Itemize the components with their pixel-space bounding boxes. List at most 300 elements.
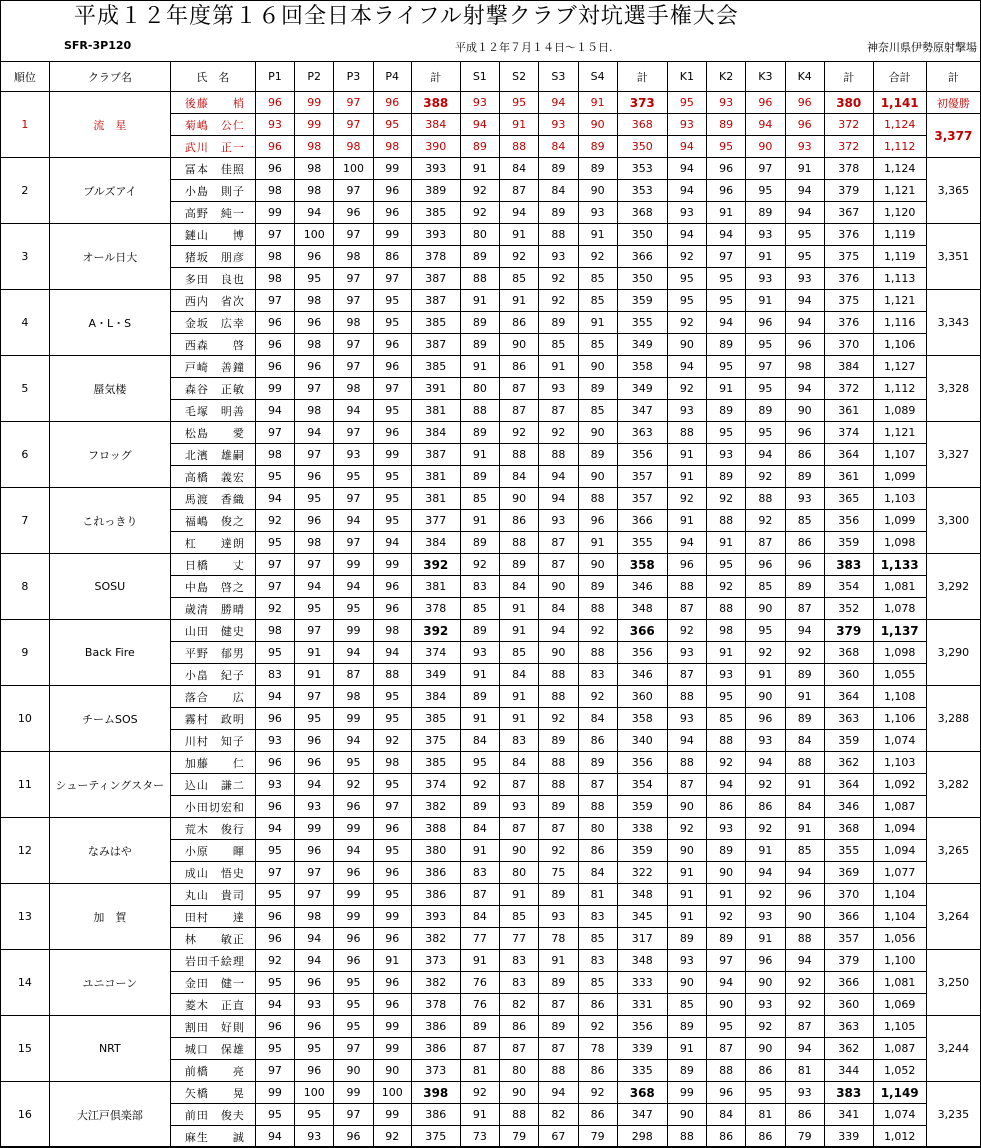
score-cell: 378 [411,598,460,620]
score-cell: 367 [824,202,873,224]
score-cell: 88 [578,796,617,818]
team-rank: 8 [1,554,50,620]
score-cell: 83 [499,972,538,994]
score-cell: 98 [373,136,411,158]
score-cell: 366 [824,906,873,928]
column-header: K2 [706,62,745,92]
score-cell: 95 [746,620,785,642]
score-cell: 94 [334,510,373,532]
table-row [1,488,981,510]
score-cell: 84 [539,598,578,620]
score-cell: 83 [499,730,538,752]
score-cell: 90 [334,1060,373,1082]
score-cell: 99 [334,708,373,730]
score-cell: 88 [499,136,538,158]
score-cell: 92 [746,466,785,488]
score-cell: 84 [785,730,824,752]
team-rank: 16 [1,1082,50,1148]
score-cell: 1,103 [873,488,926,510]
score-cell: 84 [785,796,824,818]
club-name: なみはや [49,818,170,884]
column-header: 氏 名 [170,62,255,92]
score-cell: 93 [667,708,706,730]
team-total: 3,290 [926,620,980,686]
score-cell: 86 [499,1016,538,1038]
score-cell: 99 [334,884,373,906]
score-cell: 95 [785,246,824,268]
score-cell: 356 [617,1016,667,1038]
score-cell: 92 [746,510,785,532]
score-cell: 391 [411,378,460,400]
score-cell: 92 [578,1016,617,1038]
score-cell: 89 [706,400,745,422]
score-cell: 89 [460,620,499,642]
score-cell: 85 [578,928,617,950]
score-cell: 84 [460,818,499,840]
score-cell: 93 [295,796,334,818]
score-cell: 89 [578,158,617,180]
score-cell: 87 [499,1038,538,1060]
score-cell: 392 [411,554,460,576]
score-cell: 360 [617,686,667,708]
score-cell: 98 [373,620,411,642]
score-cell: 366 [617,246,667,268]
club-name: NRT [49,1016,170,1082]
score-cell: 383 [824,554,873,576]
score-cell: 1,069 [873,994,926,1016]
score-cell: 1,112 [873,136,926,158]
score-cell: 86 [499,312,538,334]
score-cell: 77 [499,928,538,950]
score-cell: 1,081 [873,576,926,598]
score-cell: 87 [499,180,538,202]
score-cell: 91 [539,950,578,972]
team-rank: 6 [1,422,50,488]
score-cell: 93 [539,906,578,928]
score-cell: 1,105 [873,1016,926,1038]
score-cell: 89 [785,466,824,488]
score-cell: 96 [746,950,785,972]
score-cell: 386 [411,862,460,884]
score-cell: 80 [578,818,617,840]
score-cell: 380 [411,840,460,862]
column-header: P1 [255,62,294,92]
score-cell: 93 [706,92,745,114]
score-cell: 91 [667,884,706,906]
score-cell: 96 [373,180,411,202]
score-cell: 96 [334,1126,373,1148]
score-cell: 393 [411,224,460,246]
score-cell: 96 [706,1082,745,1104]
score-cell: 92 [539,268,578,290]
score-cell: 1,121 [873,422,926,444]
score-cell: 92 [373,1126,411,1148]
score-cell: 86 [706,796,745,818]
score-cell: 1,098 [873,642,926,664]
score-cell: 91 [667,906,706,928]
score-cell: 86 [499,510,538,532]
score-cell: 99 [334,620,373,642]
score-cell: 97 [373,796,411,818]
score-cell: 91 [499,224,538,246]
shooter-name: 平野 郁男 [170,642,255,664]
score-cell: 79 [499,1126,538,1148]
score-cell: 96 [255,92,294,114]
score-cell: 96 [373,202,411,224]
score-cell: 375 [824,246,873,268]
score-cell: 98 [334,246,373,268]
score-cell: 90 [578,422,617,444]
score-cell: 96 [334,928,373,950]
score-cell: 87 [539,400,578,422]
score-cell: 84 [460,730,499,752]
table-row [1,224,981,246]
score-cell: 96 [373,92,411,114]
shooter-name: 杠 達朗 [170,532,255,554]
score-cell: 90 [499,488,538,510]
score-cell: 87 [499,774,538,796]
score-cell: 80 [460,378,499,400]
score-cell: 96 [578,510,617,532]
score-cell: 81 [578,884,617,906]
score-cell: 95 [295,1104,334,1126]
table-row [1,620,981,642]
score-cell: 91 [460,664,499,686]
score-cell: 96 [255,752,294,774]
score-cell: 94 [667,136,706,158]
shooter-name: 武川 正一 [170,136,255,158]
score-cell: 91 [706,202,745,224]
score-cell: 88 [667,686,706,708]
score-cell: 89 [539,312,578,334]
score-cell: 93 [539,114,578,136]
score-cell: 365 [824,488,873,510]
score-cell: 94 [334,730,373,752]
score-cell: 89 [539,1016,578,1038]
score-cell: 94 [785,950,824,972]
score-cell: 95 [706,290,745,312]
score-cell: 95 [746,180,785,202]
score-cell: 91 [460,290,499,312]
score-cell: 87 [539,994,578,1016]
shooter-name: 戸崎 善鐘 [170,356,255,378]
score-cell: 384 [411,686,460,708]
score-cell: 95 [334,466,373,488]
score-cell: 393 [411,906,460,928]
score-cell: 98 [255,620,294,642]
score-cell: 90 [746,598,785,620]
score-cell: 96 [255,708,294,730]
score-cell: 1,141 [873,92,926,114]
score-cell: 100 [334,158,373,180]
score-cell: 95 [373,884,411,906]
score-cell: 356 [617,642,667,664]
score-cell: 94 [746,862,785,884]
score-cell: 85 [460,598,499,620]
score-cell: 91 [667,444,706,466]
score-cell: 96 [295,752,334,774]
score-cell: 92 [706,488,745,510]
score-cell: 85 [578,334,617,356]
score-cell: 94 [255,686,294,708]
score-cell: 78 [578,1038,617,1060]
score-cell: 84 [578,708,617,730]
score-cell: 90 [706,862,745,884]
score-cell: 100 [295,224,334,246]
score-cell: 96 [373,422,411,444]
score-cell: 99 [373,444,411,466]
score-cell: 97 [334,114,373,136]
score-cell: 359 [824,730,873,752]
score-cell: 95 [295,708,334,730]
score-cell: 85 [578,268,617,290]
score-cell: 98 [334,378,373,400]
score-cell: 355 [617,532,667,554]
score-cell: 387 [411,268,460,290]
score-cell: 94 [785,1038,824,1060]
score-cell: 94 [667,158,706,180]
score-cell: 92 [667,620,706,642]
score-cell: 89 [460,246,499,268]
score-cell: 92 [460,180,499,202]
score-cell: 96 [373,598,411,620]
score-cell: 95 [746,422,785,444]
score-cell: 97 [295,554,334,576]
score-cell: 95 [706,1016,745,1038]
score-cell: 92 [667,246,706,268]
score-cell: 89 [578,752,617,774]
score-cell: 89 [746,202,785,224]
team-rank: 9 [1,620,50,686]
score-cell: 96 [334,862,373,884]
score-cell: 89 [539,972,578,994]
score-cell: 95 [667,268,706,290]
score-cell: 377 [411,510,460,532]
score-cell: 90 [499,1082,538,1104]
event-date: 平成１２年７月１４日～１５日. [455,41,613,54]
score-cell: 89 [460,422,499,444]
team-rank: 2 [1,158,50,224]
score-cell: 81 [746,1104,785,1126]
score-cell: 94 [460,114,499,136]
score-cell: 97 [295,884,334,906]
score-cell: 84 [499,158,538,180]
score-cell: 92 [460,554,499,576]
column-header: S2 [499,62,538,92]
score-cell: 354 [824,576,873,598]
score-cell: 94 [499,202,538,224]
score-cell: 99 [295,114,334,136]
score-cell: 354 [617,774,667,796]
score-cell: 90 [746,972,785,994]
column-header: S3 [539,62,578,92]
score-cell: 98 [334,686,373,708]
score-cell: 88 [746,488,785,510]
score-cell: 96 [373,928,411,950]
score-cell: 1,098 [873,532,926,554]
score-cell: 99 [295,818,334,840]
score-cell: 87 [667,664,706,686]
score-cell: 384 [411,422,460,444]
score-cell: 85 [499,268,538,290]
team-rank: 11 [1,752,50,818]
score-cell: 1,120 [873,202,926,224]
shooter-name: 毛塚 明善 [170,400,255,422]
score-cell: 1,127 [873,356,926,378]
score-cell: 97 [255,1060,294,1082]
score-cell: 88 [539,686,578,708]
score-cell: 94 [746,444,785,466]
score-cell: 364 [824,774,873,796]
score-cell: 359 [617,840,667,862]
score-cell: 96 [334,796,373,818]
table-row [1,752,981,774]
score-cell: 398 [411,1082,460,1104]
score-cell: 374 [824,422,873,444]
club-name: これっきり [49,488,170,554]
score-cell: 90 [578,114,617,136]
table-row [1,92,981,114]
score-cell: 89 [499,554,538,576]
score-cell: 95 [255,884,294,906]
score-cell: 88 [667,576,706,598]
score-cell: 96 [706,180,745,202]
table-row [1,158,981,180]
score-cell: 97 [334,334,373,356]
score-cell: 92 [539,840,578,862]
score-cell: 94 [255,400,294,422]
score-cell: 93 [746,730,785,752]
score-cell: 89 [578,444,617,466]
column-header: クラブ名 [49,62,170,92]
score-cell: 91 [295,642,334,664]
score-cell: 89 [460,686,499,708]
score-cell: 95 [255,972,294,994]
score-cell: 92 [539,708,578,730]
score-cell: 91 [460,356,499,378]
score-cell: 92 [499,246,538,268]
score-cell: 1,056 [873,928,926,950]
score-cell: 95 [295,1038,334,1060]
score-cell: 89 [706,840,745,862]
score-cell: 91 [667,466,706,488]
score-cell: 91 [785,774,824,796]
score-cell: 376 [824,312,873,334]
score-cell: 96 [255,796,294,818]
score-cell: 99 [373,906,411,928]
score-cell: 1,099 [873,466,926,488]
score-cell: 86 [578,1104,617,1126]
shooter-name: 中島 啓之 [170,576,255,598]
score-cell: 95 [255,1104,294,1126]
shooter-name: 麻生 誠 [170,1126,255,1148]
score-cell: 1,107 [873,444,926,466]
score-cell: 360 [824,664,873,686]
score-cell: 1,055 [873,664,926,686]
score-cell: 97 [255,422,294,444]
score-cell: 90 [499,334,538,356]
score-cell: 1,094 [873,818,926,840]
score-cell: 96 [295,840,334,862]
score-cell: 87 [539,532,578,554]
score-cell: 84 [578,862,617,884]
score-cell: 379 [824,950,873,972]
score-cell: 91 [746,664,785,686]
shooter-name: 西内 省次 [170,290,255,312]
score-cell: 88 [578,642,617,664]
score-cell: 88 [539,774,578,796]
score-cell: 85 [460,488,499,510]
score-cell: 91 [667,862,706,884]
score-cell: 97 [334,180,373,202]
score-cell: 1,137 [873,620,926,642]
score-cell: 84 [460,906,499,928]
score-cell: 96 [255,906,294,928]
score-cell: 95 [706,686,745,708]
column-header: K3 [746,62,785,92]
score-cell: 86 [746,1060,785,1082]
score-cell: 378 [411,246,460,268]
score-cell: 98 [785,356,824,378]
score-cell: 89 [667,928,706,950]
score-cell: 93 [499,796,538,818]
score-cell: 90 [785,906,824,928]
score-cell: 87 [667,774,706,796]
score-cell: 85 [746,576,785,598]
score-cell: 89 [460,312,499,334]
score-cell: 341 [824,1104,873,1126]
shooter-name: 日橋 丈 [170,554,255,576]
score-cell: 91 [746,928,785,950]
score-cell: 90 [746,136,785,158]
team-rank: 5 [1,356,50,422]
score-cell: 348 [617,884,667,906]
score-cell: 1,104 [873,884,926,906]
score-cell: 98 [295,180,334,202]
score-cell: 95 [373,290,411,312]
score-cell: 90 [578,356,617,378]
score-cell: 363 [824,708,873,730]
score-cell: 88 [667,1126,706,1148]
score-cell: 92 [460,1082,499,1104]
score-cell: 87 [460,1038,499,1060]
score-cell: 92 [667,378,706,400]
score-cell: 95 [706,554,745,576]
score-cell: 89 [539,202,578,224]
shooter-name: 菊嶋 公仁 [170,114,255,136]
shooter-name: 歳清 勝晴 [170,598,255,620]
score-cell: 94 [255,488,294,510]
score-cell: 93 [255,114,294,136]
score-cell: 386 [411,1038,460,1060]
score-cell: 97 [746,158,785,180]
score-cell: 88 [667,422,706,444]
score-cell: 93 [785,488,824,510]
score-cell: 93 [667,642,706,664]
shooter-name: 山田 健史 [170,620,255,642]
score-cell: 99 [334,1082,373,1104]
score-cell: 94 [785,620,824,642]
column-header: 計 [411,62,460,92]
score-cell: 356 [824,510,873,532]
score-cell: 372 [824,378,873,400]
score-cell: 87 [499,378,538,400]
score-cell: 96 [373,972,411,994]
score-cell: 97 [373,378,411,400]
shooter-name: 福嶋 俊之 [170,510,255,532]
score-cell: 350 [617,224,667,246]
score-cell: 83 [460,576,499,598]
